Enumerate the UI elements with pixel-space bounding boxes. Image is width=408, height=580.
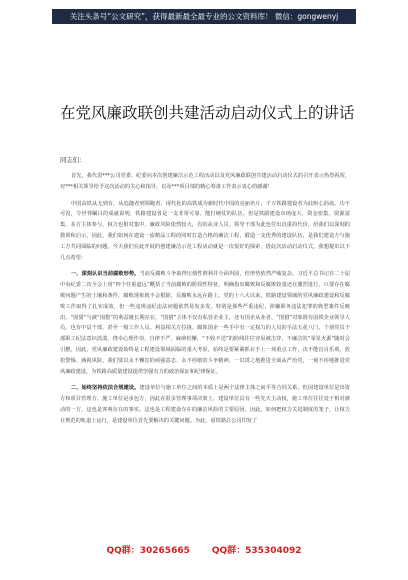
paragraph-text: 中国高铁从无到有，从追随者到领跑者，现代化的高铁成为新时代中国的亮丽名片，千万铁路建设者为此呕心沥血、功不可没，令世界瞩目的成就说明，铁路建设者是一支非常可靠、能打硬仗的队伍。但是铁路建设市场庞大、资金密集、资源富集、多方主体参与，权力也相对集中，廉政风险依然较大，有的从业人员、领导干部为此也付出沉重的代价，给我们以深刻的教训和启示。因此，我们如何在建设一流精品工程的同时打造合格的廉洁工程，锻造一支优秀的建设队伍，是我们建设方与施工方共同面临的问题。今天我们在此开展的创建廉洁示范工程活动就是一次很好的探索，借此次活动启动仪式，我想提出以下几点希望：	[60, 200, 350, 261]
qq-group-2: QQ群：535304092	[211, 546, 302, 556]
paragraph	[60, 171, 350, 193]
paragraph-text: 建设单位与施工单位之间的本质上是两个法律主体之间平等合同关系，但因建设单位是出资方和项目管理方，施工单位是承包方，因此在很多管理事项决策上，建设单位具有一些先天主动权，施工单位往往处于相对被动的一方，这也是客观存在的事实。这也是工程建设存在的廉洁风险的主要原因。因此，如何把权力关进制度的笼子，让权力在规范的轨道上运行，是建设单位首先要解决的关键问题。为此，原铁路总公司印发了	[60, 385, 350, 424]
section-heading: 一、深刻认识当前腐败形势。	[71, 271, 140, 278]
qq-group-1: QQ群：30265665	[106, 546, 190, 556]
paragraph	[60, 199, 350, 264]
paragraph	[60, 383, 350, 426]
section-heading: 二、始终坚持依法合规建设。	[71, 385, 140, 392]
document-body	[60, 171, 350, 433]
greeting: 同志们：	[60, 156, 86, 164]
footer-qq-groups	[0, 543, 408, 556]
paragraph	[60, 269, 350, 377]
document-title: 在党风廉政联创共建活动启动仪式上的讲话	[60, 104, 355, 123]
promo-banner: 关注头条号“公文研究”，获得最新最全最专业的公文资料库！ 微信：gongwenyj	[52, 9, 356, 24]
paragraph-text: 首先，我代表***公司党委、纪委向本次创建廉洁示范工程活动以及党风廉政联创共建活动启动仪式的召开表示热烈祝贺，对***相关领导给予这次活动的关心和指导，以及***项目部的精心筹备工作表示衷心的感谢！	[60, 173, 350, 190]
paragraph-text: 当前反腐败斗争取得压倒性胜利并全面巩固，但形势依然严峻复杂。习近平总书记在二十届中央纪委二次全会上用“四个任重道远”概括了当前腐败的阶段性特征，明确指出腐败和反腐败较量还在激烈进行，只要存在腐败问题产生的土壤和条件，腐败现象就不会根除，反腐败永远在路上。党的十八大以来，铁路建设领域的党风廉政建设和反腐败工作取得了扎实成效，但一些违规违纪违法问题依然易发多发，特别是那些严重违纪、涉嫌职务违法犯罪的典型案件反映出，“围猎”与被“围猎”的利益链长期存在，“围猎”主体不仅有私营企业主，还有国企从业者。“围猎”对象既有国铁企业领导人员，也有中层干部，甚至一般工作人员。利益相关方拉拢、腐蚀国企一些手中有一定权力的人员的手法五花八门，个别党员干部职工纪法意识淡漠，侥幸心理作祟，自律不严，麻痹松懈，“不收不送”的防线往往容易被击穿，不廉洁的“零星火源”随时会引燃。因此，党风廉政建设始终是工程建设领域面临的重大考验，始终是要紧紧抓在手上一项重点工作，决不能盲目乐观、放松警惕、满视风险，我们要以永不懈怠的顽强意志、永不停歇的斗争精神，一以贯之地推进全面从严治党，一刻不停地推进党风廉政建设，为铁路高质量建设提供坚强有力的政治保证和纪律保证。	[60, 271, 350, 375]
